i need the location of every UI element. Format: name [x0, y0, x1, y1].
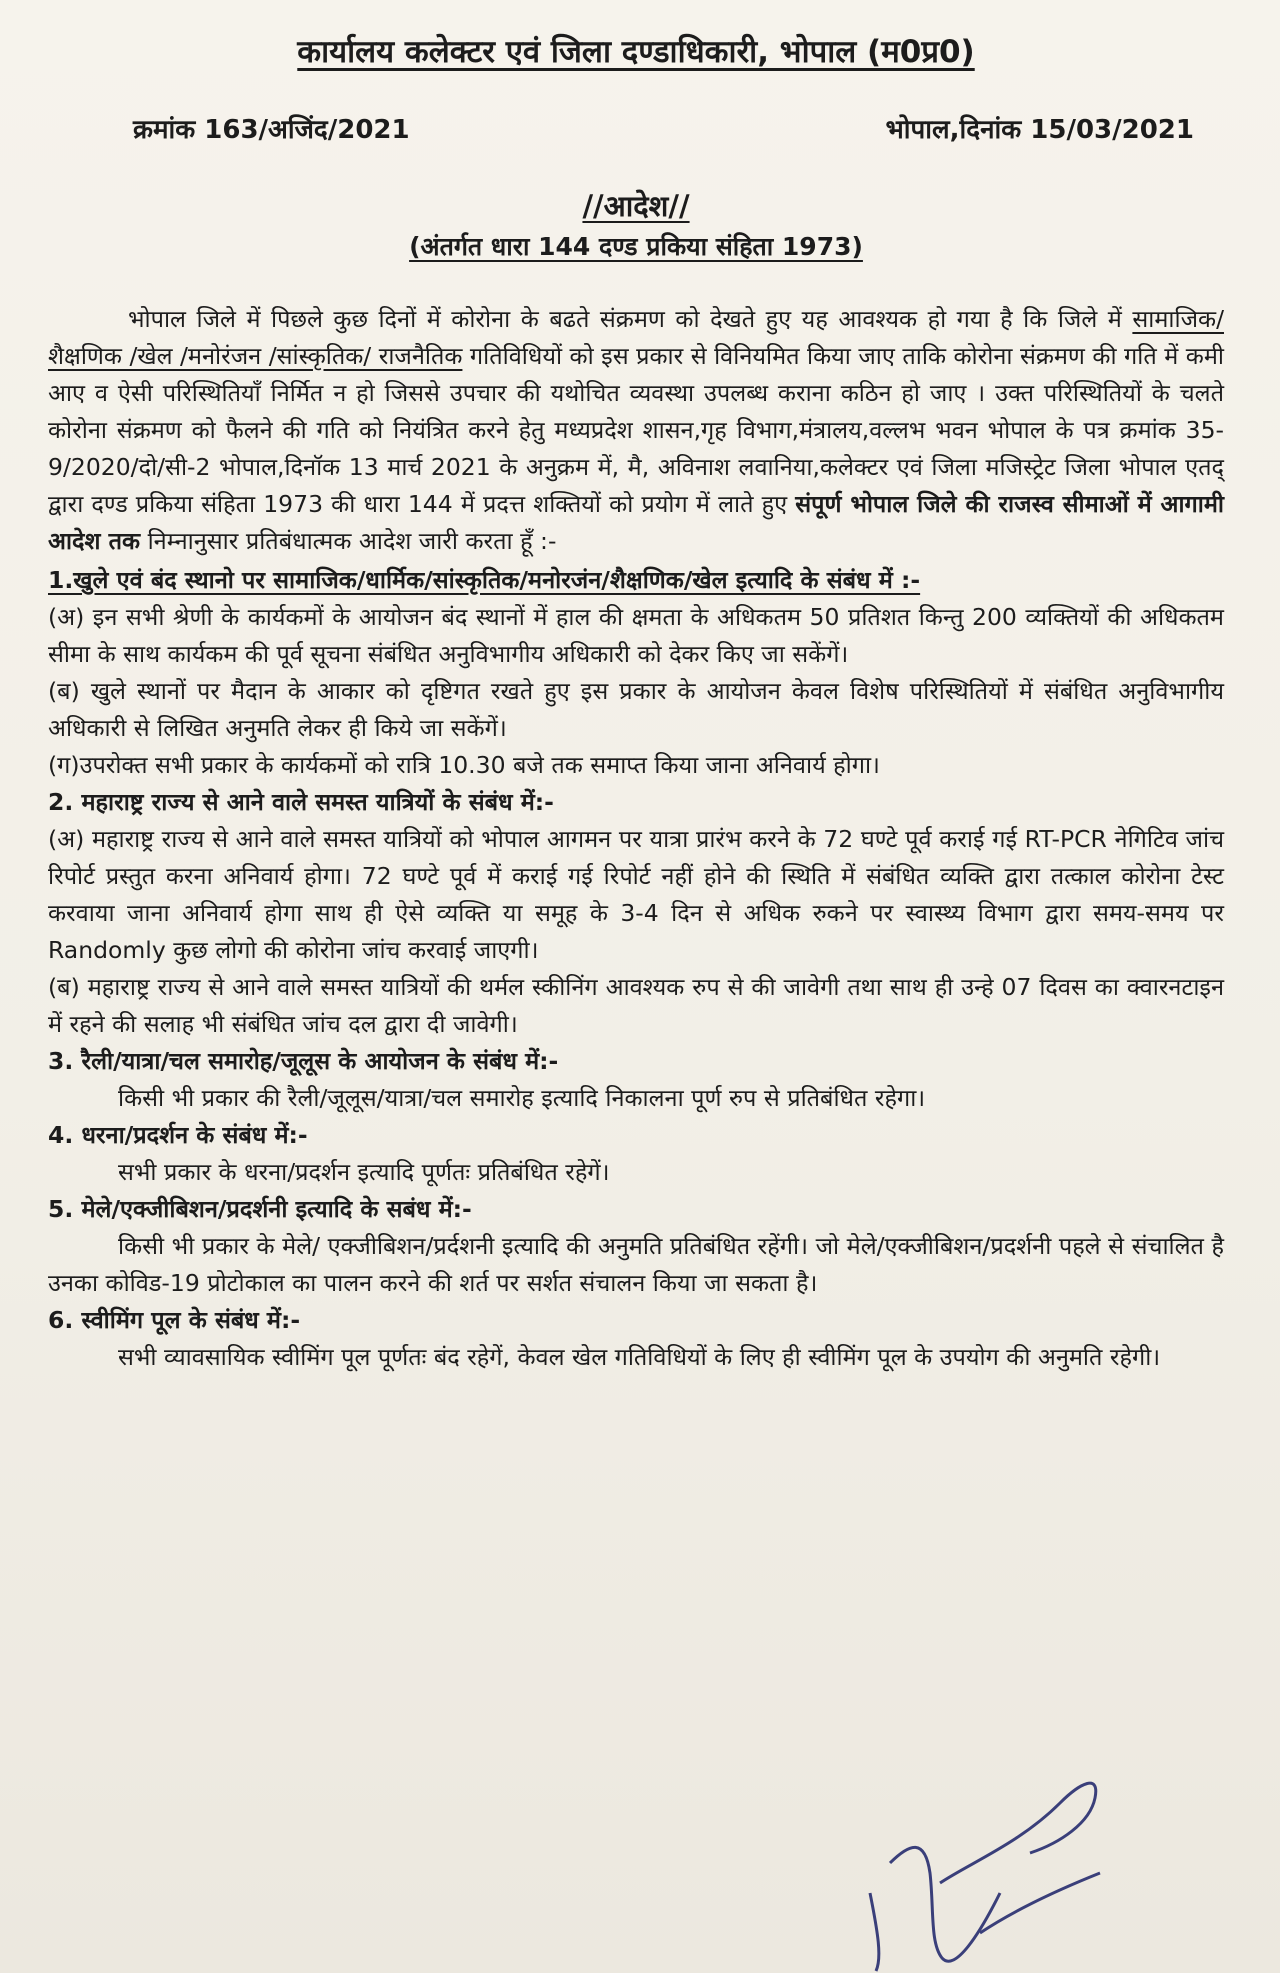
- section-5-heading: 5. मेले/एक्जीबिशन/प्रदर्शनी इत्यादि के सबंध में:-: [48, 1195, 472, 1223]
- intro-text-2: गतिविधियों को इस प्रकार से विनियमित किया जाए ताकि कोरोना संक्रमण की गति में कमी आए व ऐसी परिस्थितियाँ निर्मित न हो जिससे उपचार की यथोचित व्यवस्था उपलब्ध कराना कठिन हो जाए । उक्त परिस्थितियों के चलते कोरोना संक्रमण को फैलने की गति को नियंत्रित करने हेतु मध्यप्रदेश शासन,गृह विभाग,मंत्रालय,वल्लभ भवन भोपाल के पत्र क्रमांक 35-9/2020/दो/सी-2 भोपाल,दिनॉक 13 मार्च 2021 के अनुक्रम में, मै, अविनाश लवानिया,कलेक्टर एवं जिला मजिस्ट्रेट जिला भोपाल एतद् द्वारा दण्ड प्रकिया संहिता 1973 की धारा 144 में प्रदत्त शक्तियों को प्रयोग में लाते हुए: [48, 342, 1224, 518]
- section-1-item-c: (ग)उपरोक्त सभी प्रकार के कार्यकमों को रात्रि 10.30 बजे तक समाप्त किया जाना अनिवार्य होगा।: [48, 751, 880, 779]
- section-2-heading: 2. महाराष्ट्र राज्य से आने वाले समस्त यात्रियों के संबंध में:-: [48, 788, 554, 816]
- section-4-heading: 4. धरना/प्रदर्शन के संबंध में:-: [48, 1121, 308, 1149]
- place-date: भोपाल,दिनांक 15/03/2021: [885, 115, 1194, 145]
- reference-row: [48, 110, 1224, 146]
- intro-activities: सामाजिक/शैक्षणिक /खेल /मनोरंजन /सांस्कृतिक/ राजनैतिक: [48, 305, 1224, 370]
- section-1-item-b: (ब) खुले स्थानों पर मैदान के आकार को दृष्टिगत रखते हुए इस प्रकार के आयोजन केवल विशेष परिस्थितियों में संबंधित अनुविभागीय अधिकारी से लिखित अनुमति लेकर ही किये जा सकेंगें।: [48, 677, 1224, 742]
- intro-paragraph: [48, 301, 1224, 560]
- section-5-body: किसी भी प्रकार के मेले/ एक्जीबिशन/प्रर्दशनी इत्यादि की अनुमति प्रतिबंधित रहेंगी। जो मेले/एक्जीबिशन/प्रदर्शनी पहले से संचालित है उनका कोविड-19 प्रोटोकाल का पालन करने की शर्त पर सर्शत संचालन किया जा सकता है।: [48, 1232, 1224, 1297]
- section-2-item-a: (अ) महाराष्ट्र राज्य से आने वाले समस्त यात्रियों को भोपाल आगमन पर यात्रा प्रारंभ करने के 72 घण्टे पूर्व कराई गई RT-PCR नेगिटिव जांच रिपोर्ट प्रस्तुत करना अनिवार्य होगा। 72 घण्टे पूर्व में कराई गई रिपोर्ट नहीं होने की स्थिति में संबंधित व्यक्ति द्वारा तत्काल कोरोना टेस्ट करवाया जाना अनिवार्य होगा साथ ही ऐसे व्यक्ति या समूह के 3-4 दिन से अधिक रुकने पर स्वास्थ्य विभाग द्वारा समय-समय पर Randomly कुछ लोगो की कोरोना जांच करवाई जाएगी।: [48, 825, 1224, 964]
- section-2-item-b: (ब) महाराष्ट्र राज्य से आने वाले समस्त यात्रियों की थर्मल स्कीनिंग आवश्यक रुप से की जावेगी तथा साथ ही उन्हे 07 दिवस का क्वारनटाइन में रहने की सलाह भी संबंधित जांच दल द्वारा दी जावेगी।: [48, 973, 1224, 1038]
- section-1-item-a: (अ) इन सभी श्रेणी के कार्यकमों के आयोजन बंद स्थानों में हाल की क्षमता के अधिकतम 50 प्रतिशत किन्तु 200 व्यक्तियों की अधिकतम सीमा के साथ कार्यकम की पूर्व सूचना संबंधित अनुविभागीय अधिकारी को देकर किए जा सकेंगें।: [48, 603, 1224, 668]
- signature: [830, 1743, 1130, 1973]
- order-subtitle: (अंतर्गत धारा 144 दण्ड प्रकिया संहिता 1973): [409, 232, 863, 261]
- intro-text-3: निम्नानुसार प्रतिबंधात्मक आदेश जारी करता हूँ :-: [140, 527, 557, 555]
- section-3-body: किसी भी प्रकार की रैली/जूलूस/यात्रा/चल समारोह इत्यादि निकालना पूर्ण रुप से प्रतिबंधित रहेगा।: [118, 1084, 926, 1112]
- office-header: कार्यालय कलेक्टर एवं जिला दण्डाधिकारी, भोपाल (म0प्र0): [297, 34, 975, 70]
- intro-text-1: भोपाल जिले में पिछले कुछ दिनों में कोरोना के बढते संक्रमण को देखते हुए यह आवश्यक हो गया है कि जिले में: [128, 305, 1133, 333]
- section-6-heading: 6. स्वीमिंग पूल के संबंध में:-: [48, 1306, 301, 1334]
- section-4-body: सभी प्रकार के धरना/प्रदर्शन इत्यादि पूर्णतः प्रतिबंधित रहेगें।: [118, 1158, 610, 1186]
- order-title: //आदेश//: [582, 189, 690, 223]
- section-6-body: सभी व्यावसायिक स्वीमिंग पूल पूर्णतः बंद रहेगें, केवल खेल गतिविधियों के लिए ही स्वीमिंग पूल के उपयोग की अनुमति रहेगी।: [118, 1343, 1161, 1371]
- reference-number: क्रमांक 163/अजिंद/2021: [133, 115, 410, 145]
- section-3-heading: 3. रैली/यात्रा/चल समारोह/जूलूस के आयोजन के संबंध में:-: [48, 1047, 559, 1075]
- intro-bold-text: संपूर्ण भोपाल जिले की राजस्व सीमाओं में आगामी आदेश तक: [48, 490, 1224, 555]
- section-1-heading: 1.खुले एवं बंद स्थानो पर सामाजिक/धार्मिक/सांस्कृतिक/मनोरजंन/शैक्षणिक/खेल इत्यादि के संबंध में :-: [48, 566, 921, 594]
